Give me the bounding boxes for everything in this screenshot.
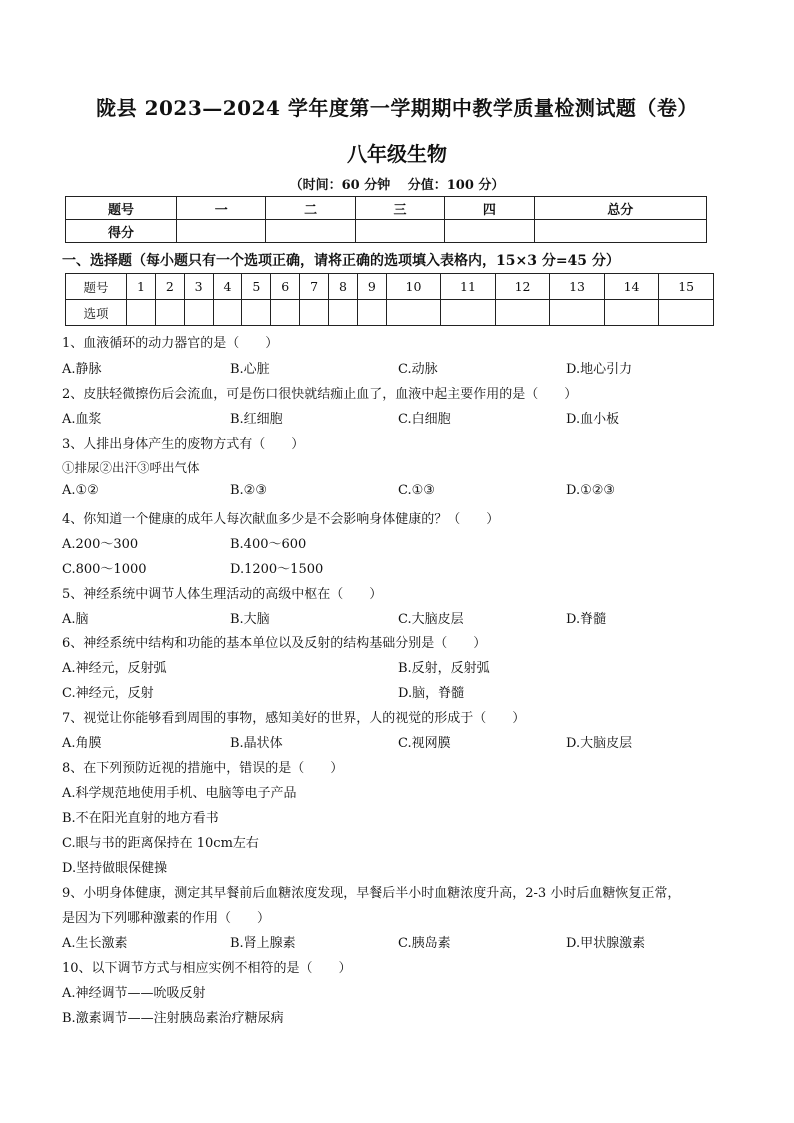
question-10-stem: 10、以下调节方式与相应实例不相符的是（ ）: [62, 961, 352, 976]
question-8-stem: 8、在下列预防近视的措施中，错误的是（ ）: [62, 761, 344, 776]
score-header-cell: 三: [355, 197, 444, 220]
question-9-stem-continued: 是因为下列哪种激素的作用（ ）: [62, 911, 271, 926]
question-number-cell: 15: [659, 274, 714, 300]
question-number-cell: 8: [329, 274, 358, 300]
question-number-cell: 3: [184, 274, 213, 300]
question-1-option-d: D.地心引力: [566, 362, 633, 377]
question-5-option-c: C.大脑皮层: [398, 612, 464, 627]
question-7-option-c: C.视网膜: [398, 736, 451, 751]
question-5-option-b: B.大脑: [230, 612, 270, 627]
answer-row-label: 选项: [66, 300, 127, 326]
question-number-cell: 5: [242, 274, 271, 300]
question-4-option-d: D.1200～1500: [230, 562, 324, 577]
question-8-option-a: A.科学规范地使用手机、电脑等电子产品: [62, 786, 297, 801]
question-3-option-b: B.②③: [230, 483, 267, 498]
score-cell[interactable]: [177, 220, 266, 243]
answer-table-number-row: [66, 274, 714, 300]
question-number-cell: 1: [127, 274, 156, 300]
question-number-cell: 13: [550, 274, 605, 300]
question-9-option-d: D.甲状腺激素: [566, 936, 646, 951]
score-cell[interactable]: [445, 220, 534, 243]
score-cell[interactable]: [355, 220, 444, 243]
question-8-option-c: C.眼与书的距离保持在 10cm左右: [62, 836, 259, 851]
question-9-option-b: B.肾上腺素: [230, 936, 296, 951]
question-9-stem: 9、小明身体健康，测定其早餐前后血糖浓度发现，早餐后半小时血糖浓度升高，2-3 小时后血糖恢复正常，: [62, 886, 681, 901]
question-3-option-c: C.①③: [398, 483, 435, 498]
question-7-option-b: B.晶状体: [230, 736, 283, 751]
score-header-cell: 一: [177, 197, 266, 220]
question-3-option-a: A.①②: [62, 483, 99, 498]
question-1-option-c: C.动脉: [398, 362, 438, 377]
answer-table: [65, 273, 714, 326]
answer-row-label: 题号: [66, 274, 127, 300]
question-3-items: ①排尿②出汗③呼出气体: [62, 460, 200, 475]
answer-choice-cell[interactable]: [127, 300, 156, 326]
answer-choice-cell[interactable]: [155, 300, 184, 326]
score-cell[interactable]: [534, 220, 706, 243]
question-number-cell: 9: [357, 274, 386, 300]
question-6-option-b: B.反射，反射弧: [398, 661, 490, 676]
answer-choice-cell[interactable]: [604, 300, 659, 326]
answer-choice-cell[interactable]: [441, 300, 496, 326]
question-8-option-b: B.不在阳光直射的地方看书: [62, 811, 219, 826]
answer-choice-cell[interactable]: [357, 300, 386, 326]
question-6-stem: 6、神经系统中结构和功能的基本单位以及反射的结构基础分别是（ ）: [62, 636, 487, 651]
score-table-score-row: [66, 220, 707, 243]
question-number-cell: 10: [386, 274, 441, 300]
question-7-option-a: A.角膜: [62, 736, 102, 751]
question-5-option-a: A.脑: [62, 612, 89, 627]
question-6-option-d: D.脑，脊髓: [398, 686, 465, 701]
question-4-option-b: B.400～600: [230, 537, 307, 552]
question-5-option-d: D.脊髓: [566, 612, 607, 627]
question-4-option-c: C.800～1000: [62, 562, 147, 577]
question-2-option-c: C.白细胞: [398, 412, 451, 427]
question-number-cell: 14: [604, 274, 659, 300]
question-number-cell: 7: [300, 274, 329, 300]
question-4-stem: 4、你知道一个健康的成年人每次献血多少是不会影响身体健康的？（ ）: [62, 512, 500, 527]
answer-choice-cell[interactable]: [550, 300, 605, 326]
question-9-option-c: C.胰岛素: [398, 936, 451, 951]
question-number-cell: 12: [495, 274, 550, 300]
question-1-option-a: A.静脉: [62, 362, 102, 377]
answer-choice-cell[interactable]: [213, 300, 242, 326]
question-6-option-c: C.神经元，反射: [62, 686, 154, 701]
question-4-option-a: A.200～300: [62, 537, 139, 552]
score-header-cell: 二: [266, 197, 355, 220]
score-table: [65, 196, 707, 243]
question-10-option-a: A.神经调节——吮吸反射: [62, 986, 206, 1001]
answer-choice-cell[interactable]: [300, 300, 329, 326]
answer-choice-cell[interactable]: [495, 300, 550, 326]
score-table-header-row: [66, 197, 707, 220]
question-8-option-d: D.坚持做眼保健操: [62, 861, 168, 876]
answer-choice-cell[interactable]: [329, 300, 358, 326]
answer-choice-cell[interactable]: [184, 300, 213, 326]
answer-table-choice-row: [66, 300, 714, 326]
question-2-option-a: A.血浆: [62, 412, 102, 427]
question-number-cell: 11: [441, 274, 496, 300]
score-header-cell: 题号: [66, 197, 177, 220]
question-10-option-b: B.激素调节——注射胰岛素治疗糖尿病: [62, 1011, 284, 1026]
exam-subtitle: 八年级生物: [347, 142, 447, 166]
exam-title: 陇县 2023—2024 学年度第一学期期中教学质量检测试题（卷）: [96, 96, 698, 120]
answer-choice-cell[interactable]: [659, 300, 714, 326]
question-number-cell: 2: [155, 274, 184, 300]
question-1-stem: 1、血液循环的动力器官的是（ ）: [62, 336, 279, 351]
question-2-stem: 2、皮肤轻微擦伤后会流血，可是伤口很快就结痂止血了，血液中起主要作用的是（ ）: [62, 387, 578, 402]
answer-choice-cell[interactable]: [271, 300, 300, 326]
question-number-cell: 4: [213, 274, 242, 300]
answer-choice-cell[interactable]: [386, 300, 441, 326]
question-number-cell: 6: [271, 274, 300, 300]
question-3-stem: 3、人排出身体产生的废物方式有（ ）: [62, 437, 305, 452]
question-9-option-a: A.生长激素: [62, 936, 128, 951]
question-6-option-a: A.神经元，反射弧: [62, 661, 167, 676]
question-1-option-b: B.心脏: [230, 362, 270, 377]
time-score-info: （时间：60 分钟 分值：100 分）: [289, 178, 505, 193]
question-2-option-d: D.血小板: [566, 412, 620, 427]
section-1-heading: 一、选择题（每小题只有一个选项正确，请将正确的选项填入表格内，15×3 分=45 分）: [62, 253, 620, 269]
score-cell[interactable]: [266, 220, 355, 243]
question-7-option-d: D.大脑皮层: [566, 736, 633, 751]
score-row-label: 得分: [66, 220, 177, 243]
answer-choice-cell[interactable]: [242, 300, 271, 326]
question-7-stem: 7、视觉让你能够看到周围的事物，感知美好的世界，人的视觉的形成于（ ）: [62, 711, 526, 726]
question-3-option-d: D.①②③: [566, 483, 616, 498]
score-header-cell: 四: [445, 197, 534, 220]
question-2-option-b: B.红细胞: [230, 412, 283, 427]
score-header-cell: 总分: [534, 197, 706, 220]
question-5-stem: 5、神经系统中调节人体生理活动的高级中枢在（ ）: [62, 587, 383, 602]
